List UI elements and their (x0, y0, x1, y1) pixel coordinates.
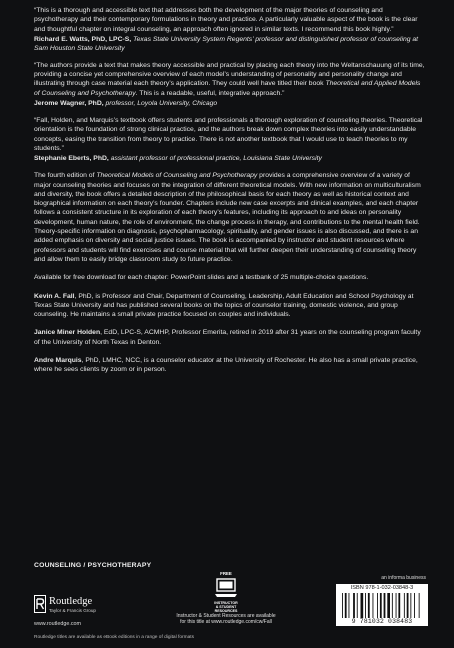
barcode-digits: 9 781032 038483 (351, 618, 413, 625)
description-lead: The fourth edition of (34, 172, 97, 180)
resources-caption-line-2: for this title at www.routledge.com/cw/Fall (180, 619, 272, 626)
isbn-label: ISBN 978-1-032-03848-3 (350, 585, 414, 591)
author-bio-2 (34, 328, 426, 347)
review-attribution-3 (34, 154, 426, 163)
routledge-emblem-icon (34, 595, 46, 613)
publisher-url: www.routledge.com (34, 621, 82, 627)
reviewer-name: Richard E. Watts, PhD, LPC-S, (34, 35, 132, 43)
quote-book-title: Theoretical and Applied Models of Counseling and Psychotherapy (34, 80, 421, 97)
review-quote-1: “This is a thorough and accessible text that addresses both the development of the major theories of counseling and psychotherapy and their contemporary formulations in theory and practice. A particularly valuable aspect of the book is the clear and thoughtful chapter on integral counseling, an approach often ignored in similar texts. I recommend this book highly.” (34, 7, 418, 33)
author-name: Janice Miner Holden (34, 329, 101, 337)
badge-line-3: RESOURCES (214, 609, 238, 614)
author-bio-1 (34, 292, 426, 320)
book-title: Theoretical Models of Counseling and Psychotherapy (96, 172, 258, 180)
author-bio-text: , PhD, is Professor and Chair, Department of Counseling, Leadership, Adult Education and School Psychology at Texas State University and has published several books on the topics of counselor training, domestic violence, and group counseling. He maintains a small private practice focused on couples and individuals. (34, 292, 414, 319)
quote-text: “The authors provide a text that makes theory accessible and practical by placing each theory into the Weltanschauung of its time, providing a concise yet comprehensive overview of each model’s understanding of personality and personality change and illustrating through case material each theory’s application. They could well have titled their book (34, 61, 425, 88)
ebook-footer-note: Routledge titles are available as eBook editions in a range of digital formats (34, 635, 194, 640)
informa-tagline: an informa business (381, 575, 426, 581)
resources-caption-line-1: Instructor & Student Resources are available (176, 613, 276, 619)
description-body: provides a comprehensive overview of a variety of major counseling theories and focuses on the integration of different theoretical models. With new information on multiculturalism and diversity, the book offers a detailed description of the philosophical basis for each theory as well as historical context and biographical information on each theory’s founder. Chapters include new case excerpts and clinical examples, and each chapter follows a consistent structure in its exploration of each theory’s features, including its approach to and ideas on personality development, human nature, the role of environment, the change process in therapy, and contributions to the mental health field. Theory-specific information on diagnosis, psychopharmacology, spirituality, and gender issues is also discussed, and there is an added emphasis on diversity and social justice issues. The book is accompanied by instructor and student resources where professors and students will find exercises and course material that will further deepen their understanding of counseling theory and allow them to easily bridge classroom study to future practice. (34, 172, 421, 263)
author-name: Kevin A. Fall (34, 292, 75, 300)
screen-icon (214, 577, 238, 603)
resources-caption (168, 613, 284, 626)
review-quote-2 (34, 61, 426, 98)
reviewer-name: Jerome Wagner, PhD, (34, 100, 104, 108)
review-attribution-2 (34, 99, 426, 108)
badge-line-2: & STUDENT (215, 605, 237, 610)
review-attribution-1 (34, 35, 426, 53)
author-bio-text: , EdD, LPC-S, ACMHP, Professor Emerita, retired in 2019 after 31 years on the counseling program faculty of the University of North Texas in Denton. (34, 329, 421, 346)
publisher-name: Routledge (49, 596, 93, 607)
isbn-barcode-box (336, 584, 428, 626)
badge-free-label: FREE (220, 571, 232, 576)
barcode-icon (342, 593, 422, 618)
author-name: Andre Marquis (34, 357, 82, 365)
publisher-group: Taylor & Francis Group (49, 608, 96, 613)
subject-category: COUNSELING / PSYCHOTHERAPY (34, 562, 152, 569)
quote-text-end: . This is a readable, useful, integrative approach.” (135, 89, 285, 97)
review-quote-3: “Fall, Holden, and Marquis’s textbook offers students and professionals a thorough exploration of counseling theories. Theoretical orientation is the foundation of strong clinical practice, and the authors break down complex theories into easily understandable concepts, easing the transition from theory to practice. There is not another textbook that I would use to teach theories to my students.” (34, 117, 423, 152)
free-download-note: Available for free download for each chapter: PowerPoint slides and a testbank of 25 multiple-choice questions. (34, 274, 369, 282)
cover-text (34, 6, 426, 384)
reviewer-role: professor, Loyola University, Chicago (105, 100, 218, 108)
resources-badge (208, 571, 244, 614)
book-description (34, 171, 426, 264)
reviewer-name: Stephanie Eberts, PhD, (34, 155, 109, 163)
reviewer-role: Texas State University System Regents’ professor and distinguished professor of counseling at Sam Houston State University (34, 35, 419, 52)
reviewer-role: assistant professor of professional practice, Louisiana State University (110, 155, 322, 163)
badge-text (208, 601, 244, 614)
author-bio-text: , PhD, LMHC, NCC, is a counselor educator at the University of Rochester. He also has a small private practice, where he sees clients by zoom or in person. (34, 357, 418, 374)
author-bio-3 (34, 356, 426, 375)
badge-line-1: INSTRUCTOR (214, 601, 238, 605)
